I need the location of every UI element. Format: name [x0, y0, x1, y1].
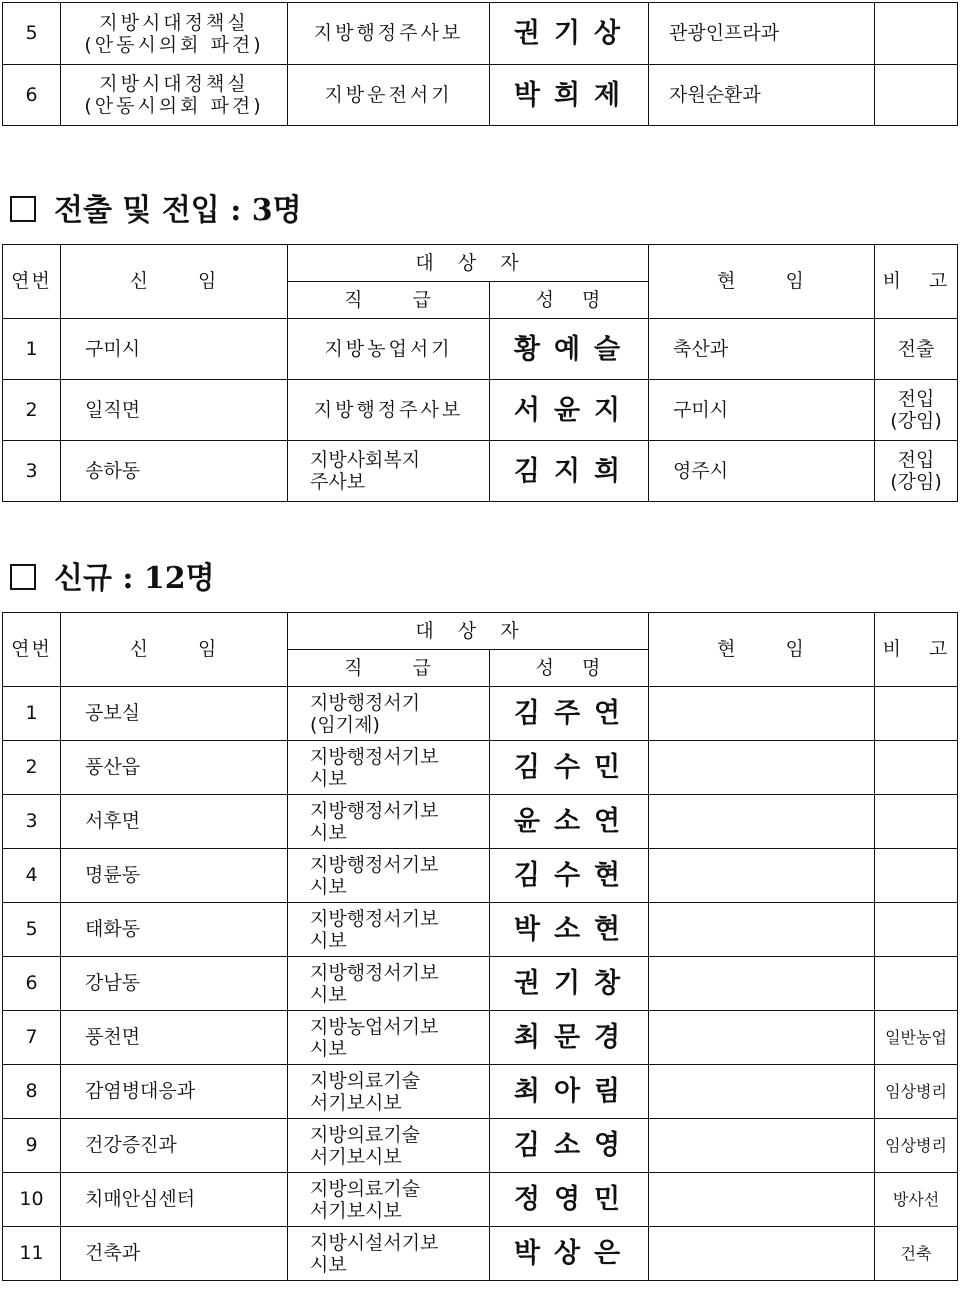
cell-line: 지방사회복지 — [310, 449, 421, 471]
row-dept — [61, 1119, 288, 1173]
cell-text: 구미시 — [673, 398, 729, 421]
cell-text: 임상병리 — [885, 1082, 947, 1101]
table-row — [3, 1065, 958, 1119]
row-dept — [61, 687, 288, 741]
row-note — [875, 795, 958, 849]
cell-line: 지방행정서기보 — [310, 961, 439, 984]
row-cur — [649, 687, 875, 741]
row-dept — [61, 441, 288, 502]
row-cur — [649, 3, 875, 65]
row-grade — [288, 380, 490, 441]
row-note — [875, 1119, 958, 1173]
header-grade: 직 급 — [288, 650, 490, 687]
square-bullet-icon — [10, 564, 36, 590]
table-row — [3, 380, 958, 441]
table-row — [3, 687, 958, 741]
cell-text: 영주시 — [673, 459, 729, 482]
row-dept — [61, 849, 288, 903]
table-row — [3, 741, 958, 795]
row-dept — [61, 1173, 288, 1227]
header-cur: 현 임 — [649, 245, 875, 319]
header-dept: 신 임 — [61, 245, 288, 319]
cell-line: 시보 — [310, 821, 347, 844]
cell-text: 강남동 — [85, 972, 141, 994]
cell-line: 지방농업서기 — [324, 337, 453, 360]
row-cur — [649, 1065, 875, 1119]
cell-text: 9 — [25, 1134, 38, 1156]
cell-line: 지방행정서기보 — [310, 907, 439, 930]
cell-text: 공보실 — [85, 702, 141, 724]
cell-text: 권기창 — [513, 968, 635, 999]
cell-text: 태화동 — [85, 918, 141, 940]
row-note — [875, 903, 958, 957]
cell-text: 지방운전서기 — [324, 83, 453, 106]
table-row — [3, 903, 958, 957]
row-note — [875, 1173, 958, 1227]
cell-text: 명륜동 — [85, 864, 141, 886]
cell-text: 풍천면 — [85, 1026, 141, 1048]
cell-text: 구미시 — [85, 337, 141, 360]
cell-line: 지방시대정책실 — [99, 11, 249, 34]
cell-text: 건축 — [900, 1244, 932, 1263]
table-row — [3, 849, 958, 903]
table-row — [3, 65, 958, 126]
row-no — [3, 1119, 61, 1173]
row-no — [3, 380, 61, 441]
cell-line: 지방의료기술 — [310, 1177, 421, 1200]
cell-text: 황예슬 — [513, 333, 635, 365]
row-dept — [61, 1227, 288, 1281]
row-dept — [61, 741, 288, 795]
row-name — [490, 903, 649, 957]
row-cur — [649, 903, 875, 957]
cell-line: (안동시의회 파견) — [84, 33, 264, 56]
row-no — [3, 903, 61, 957]
cell-text: 3 — [25, 810, 38, 832]
row-dept — [61, 903, 288, 957]
cell-text: 서윤지 — [513, 394, 635, 426]
row-note — [875, 1065, 958, 1119]
row-grade — [288, 849, 490, 903]
cell-text: 정영민 — [513, 1184, 635, 1215]
cell-line: 지방시대정책실 — [99, 73, 249, 95]
cell-text: 박희제 — [513, 79, 635, 111]
row-name — [490, 687, 649, 741]
cell-text: 6 — [25, 83, 38, 106]
row-grade — [288, 1227, 490, 1281]
row-dept — [61, 795, 288, 849]
row-grade — [288, 741, 490, 795]
cell-text: 건축과 — [85, 1242, 141, 1264]
cell-text: 김수현 — [513, 860, 635, 891]
row-grade — [288, 1065, 490, 1119]
header-note: 비 고 — [875, 245, 958, 319]
cell-line: 시보 — [310, 767, 347, 790]
row-name — [490, 741, 649, 795]
cell-text: 5 — [25, 22, 38, 44]
cell-text: 축산과 — [673, 337, 729, 360]
row-grade — [288, 1173, 490, 1227]
cell-line: 주사보 — [310, 471, 366, 493]
cell-text: 5 — [25, 918, 38, 940]
row-note — [875, 849, 958, 903]
cell-text: 김주연 — [513, 698, 635, 729]
cell-line: 지방행정서기보 — [310, 853, 439, 876]
cell-text: 일반농업 — [885, 1028, 947, 1047]
row-note — [875, 957, 958, 1011]
cell-line: 서기보시보 — [310, 1199, 402, 1222]
cell-text: 윤소연 — [513, 806, 635, 837]
cell-text: 권기상 — [513, 18, 635, 49]
row-note — [875, 741, 958, 795]
section-transfer-title — [10, 185, 302, 229]
cell-line: 지방행정서기 — [310, 691, 421, 714]
row-cur — [649, 1011, 875, 1065]
row-no — [3, 957, 61, 1011]
cell-line: 지방의료기술 — [310, 1069, 421, 1092]
cell-line: 서기보시보 — [310, 1091, 402, 1114]
row-cur — [649, 319, 875, 380]
cell-text: 2 — [25, 398, 38, 421]
cell-text: 자원순환과 — [669, 83, 761, 106]
cell-text: 1 — [25, 337, 38, 360]
row-dept — [61, 3, 288, 65]
header-cur: 현 임 — [649, 613, 875, 687]
header-name: 성 명 — [490, 282, 649, 319]
cell-line: 지방시설서기보 — [310, 1231, 439, 1254]
row-note — [875, 441, 958, 502]
cell-text: 김지희 — [513, 455, 635, 487]
cell-text: 서후면 — [85, 810, 141, 832]
cell-line: (강임) — [890, 410, 942, 432]
cell-line: 시보 — [310, 1037, 347, 1060]
cell-line: 시보 — [310, 983, 347, 1006]
row-dept — [61, 1011, 288, 1065]
cell-text: 3 — [25, 459, 38, 482]
cell-text: 감염병대응과 — [85, 1080, 196, 1102]
cell-line: 전입 — [897, 449, 935, 471]
row-name — [490, 1011, 649, 1065]
cell-text: 10 — [19, 1188, 44, 1210]
header-target: 대 상 자 — [288, 613, 649, 650]
cell-text: 지방행정주사보 — [313, 22, 464, 44]
cell-text: 박상은 — [513, 1238, 635, 1269]
cell-text: 송하동 — [85, 459, 141, 482]
top-table — [2, 2, 958, 126]
cell-text: 일직면 — [85, 398, 141, 421]
cell-text: 박소현 — [513, 914, 635, 945]
row-name — [490, 3, 649, 65]
row-note — [875, 3, 958, 65]
row-name — [490, 849, 649, 903]
row-cur — [649, 1227, 875, 1281]
row-no — [3, 741, 61, 795]
table-row — [3, 441, 958, 502]
row-name — [490, 1173, 649, 1227]
row-note — [875, 380, 958, 441]
row-no — [3, 1065, 61, 1119]
cell-line: 지방농업서기보 — [310, 1015, 439, 1038]
cell-line: 전입 — [897, 388, 935, 410]
cell-text: 임상병리 — [885, 1136, 947, 1155]
cell-line: (임기제) — [310, 713, 380, 736]
row-dept — [61, 957, 288, 1011]
row-note — [875, 65, 958, 126]
row-cur — [649, 65, 875, 126]
row-name — [490, 65, 649, 126]
header-note: 비 고 — [875, 613, 958, 687]
table-row — [3, 1227, 958, 1281]
cell-text: 6 — [25, 972, 38, 994]
cell-text: 풍산읍 — [85, 756, 141, 778]
table-row — [3, 795, 958, 849]
square-bullet-icon — [10, 196, 36, 222]
cell-line: 지방행정서기보 — [310, 745, 439, 768]
row-grade — [288, 1011, 490, 1065]
row-grade — [288, 441, 490, 502]
row-grade — [288, 1119, 490, 1173]
cell-line: 지방의료기술 — [310, 1123, 421, 1146]
row-name — [490, 1119, 649, 1173]
header-no: 연번 — [3, 245, 61, 319]
row-dept — [61, 65, 288, 126]
header-dept: 신 임 — [61, 613, 288, 687]
row-cur — [649, 1173, 875, 1227]
cell-line: 서기보시보 — [310, 1145, 402, 1168]
row-no — [3, 319, 61, 380]
row-no — [3, 849, 61, 903]
row-note — [875, 1227, 958, 1281]
row-name — [490, 795, 649, 849]
section-new-title — [10, 553, 215, 597]
row-cur — [649, 380, 875, 441]
row-no — [3, 441, 61, 502]
header-target: 대 상 자 — [288, 245, 649, 282]
row-dept — [61, 1065, 288, 1119]
cell-line: 시보 — [310, 875, 347, 898]
cell-text: 1 — [25, 702, 38, 724]
cell-text: 관광인프라과 — [669, 22, 780, 44]
row-name — [490, 957, 649, 1011]
row-no — [3, 1173, 61, 1227]
cell-text: 2 — [25, 756, 38, 778]
row-no — [3, 795, 61, 849]
cell-line: 지방행정서기보 — [310, 799, 439, 822]
row-no — [3, 687, 61, 741]
cell-text: 최문경 — [513, 1022, 635, 1053]
row-grade — [288, 65, 490, 126]
row-dept — [61, 319, 288, 380]
cell-text: 방사선 — [892, 1190, 940, 1209]
table-row — [3, 1119, 958, 1173]
cell-text: 7 — [25, 1026, 38, 1048]
cell-text: 11 — [19, 1242, 44, 1264]
cell-text: 8 — [25, 1080, 38, 1102]
section-title-text: 전출 및 전입 : 3명 — [54, 193, 302, 228]
row-no — [3, 3, 61, 65]
row-grade — [288, 903, 490, 957]
cell-text: 4 — [25, 864, 38, 886]
section-title-text: 신규 : 12명 — [54, 561, 215, 596]
row-grade — [288, 795, 490, 849]
transfer-table — [2, 244, 958, 502]
cell-text: 김소영 — [513, 1130, 635, 1161]
row-cur — [649, 849, 875, 903]
row-no — [3, 65, 61, 126]
row-cur — [649, 441, 875, 502]
row-grade — [288, 319, 490, 380]
row-note — [875, 319, 958, 380]
table-row — [3, 1173, 958, 1227]
table-row — [3, 957, 958, 1011]
table-row — [3, 1011, 958, 1065]
row-grade — [288, 957, 490, 1011]
row-name — [490, 380, 649, 441]
table-row — [3, 3, 958, 65]
row-name — [490, 441, 649, 502]
row-cur — [649, 1119, 875, 1173]
cell-line: (강임) — [890, 471, 942, 493]
row-cur — [649, 741, 875, 795]
row-name — [490, 1227, 649, 1281]
row-no — [3, 1011, 61, 1065]
row-note — [875, 687, 958, 741]
table-row — [3, 319, 958, 380]
header-grade: 직 급 — [288, 282, 490, 319]
cell-line: 전출 — [897, 338, 935, 360]
cell-line: 지방행정주사보 — [313, 398, 464, 421]
row-dept — [61, 380, 288, 441]
row-cur — [649, 957, 875, 1011]
header-name: 성 명 — [490, 650, 649, 687]
cell-line: (안동시의회 파견) — [84, 95, 264, 117]
row-name — [490, 1065, 649, 1119]
cell-text: 최아림 — [513, 1076, 635, 1107]
cell-text: 건강증진과 — [85, 1134, 177, 1156]
row-grade — [288, 3, 490, 65]
cell-text: 김수민 — [513, 752, 635, 783]
cell-line: 시보 — [310, 1253, 347, 1276]
row-cur — [649, 795, 875, 849]
cell-text: 치매안심센터 — [85, 1188, 196, 1210]
row-no — [3, 1227, 61, 1281]
row-grade — [288, 687, 490, 741]
row-name — [490, 319, 649, 380]
row-note — [875, 1011, 958, 1065]
cell-line: 시보 — [310, 929, 347, 952]
new-table — [2, 612, 958, 1281]
header-no: 연번 — [3, 613, 61, 687]
